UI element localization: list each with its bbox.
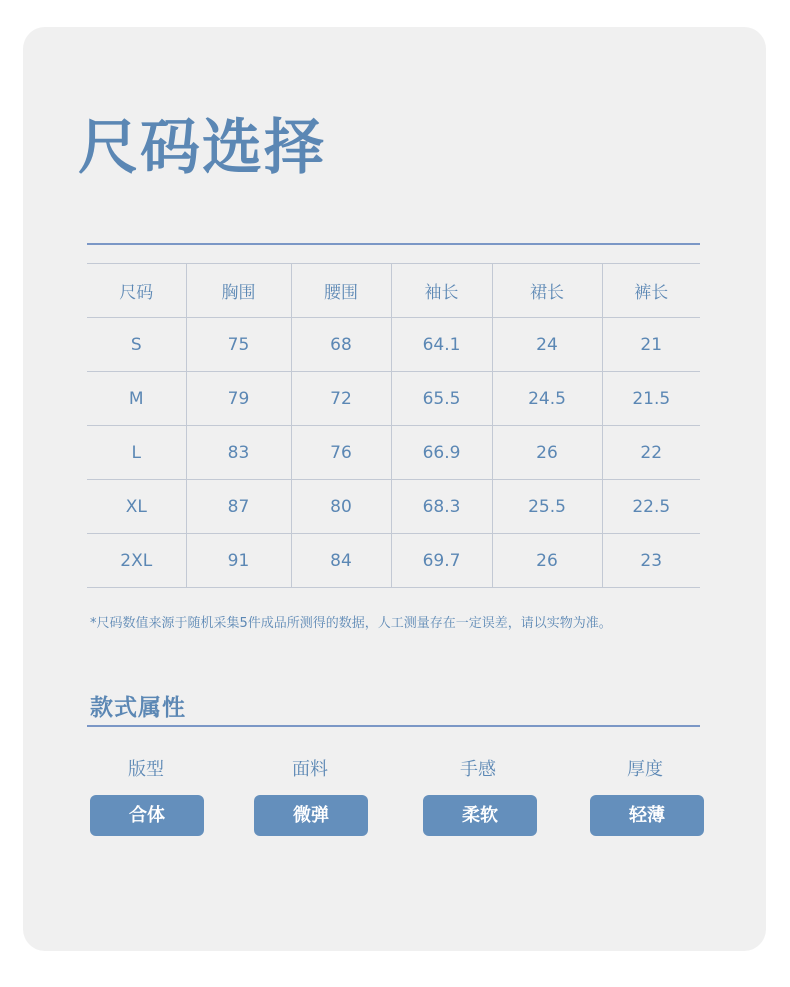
attr-label-fabric: 面料: [292, 759, 328, 780]
cell-waist: 68: [291, 318, 391, 372]
cell-sleeve: 65.5: [391, 372, 492, 426]
attr-label-feel: 手感: [460, 759, 496, 780]
table-row: [87, 480, 700, 534]
cell-waist: 72: [291, 372, 391, 426]
cell-waist: 76: [291, 426, 391, 480]
cell-chest: 79: [186, 372, 291, 426]
measurement-note: *尺码数值来源于随机采集5件成品所测得的数据，人工测量存在一定误差，请以实物为准。: [90, 616, 612, 631]
table-row: [87, 318, 700, 372]
cell-sleeve: 66.9: [391, 426, 492, 480]
cell-skirt: 24: [492, 318, 602, 372]
attributes-heading: 款式属性: [90, 695, 186, 721]
cell-sleeve: 69.7: [391, 534, 492, 588]
cell-pants: 23: [602, 534, 700, 588]
cell-chest: 83: [186, 426, 291, 480]
cell-pants: 22.5: [602, 480, 700, 534]
attr-value-feel: 柔软: [423, 795, 537, 836]
table-row: [87, 534, 700, 588]
header-sleeve: 袖长: [391, 264, 492, 318]
cell-chest: 87: [186, 480, 291, 534]
size-table: [87, 263, 700, 588]
header-size: 尺码: [87, 264, 186, 318]
header-skirt: 裙长: [492, 264, 602, 318]
cell-size: M: [87, 372, 186, 426]
attr-label-fit: 版型: [128, 759, 164, 780]
attr-value-thickness: 轻薄: [590, 795, 704, 836]
table-row: [87, 372, 700, 426]
cell-pants: 21: [602, 318, 700, 372]
attr-label-thickness: 厚度: [627, 759, 663, 780]
cell-chest: 75: [186, 318, 291, 372]
attributes-divider: [87, 725, 700, 727]
attr-value-fit: 合体: [90, 795, 204, 836]
cell-waist: 80: [291, 480, 391, 534]
cell-sleeve: 68.3: [391, 480, 492, 534]
title-divider: [87, 243, 700, 245]
header-waist: 腰围: [291, 264, 391, 318]
attr-value-fabric: 微弹: [254, 795, 368, 836]
cell-waist: 84: [291, 534, 391, 588]
cell-size: S: [87, 318, 186, 372]
cell-size: L: [87, 426, 186, 480]
size-table-header-row: [87, 264, 700, 318]
cell-pants: 21.5: [602, 372, 700, 426]
cell-skirt: 26: [492, 426, 602, 480]
cell-skirt: 25.5: [492, 480, 602, 534]
cell-chest: 91: [186, 534, 291, 588]
header-chest: 胸围: [186, 264, 291, 318]
cell-skirt: 26: [492, 534, 602, 588]
page-title: 尺码选择: [78, 113, 326, 183]
cell-pants: 22: [602, 426, 700, 480]
cell-size: 2XL: [87, 534, 186, 588]
cell-skirt: 24.5: [492, 372, 602, 426]
header-pants: 裤长: [602, 264, 700, 318]
content-card: [23, 27, 766, 951]
cell-sleeve: 64.1: [391, 318, 492, 372]
table-row: [87, 426, 700, 480]
cell-size: XL: [87, 480, 186, 534]
